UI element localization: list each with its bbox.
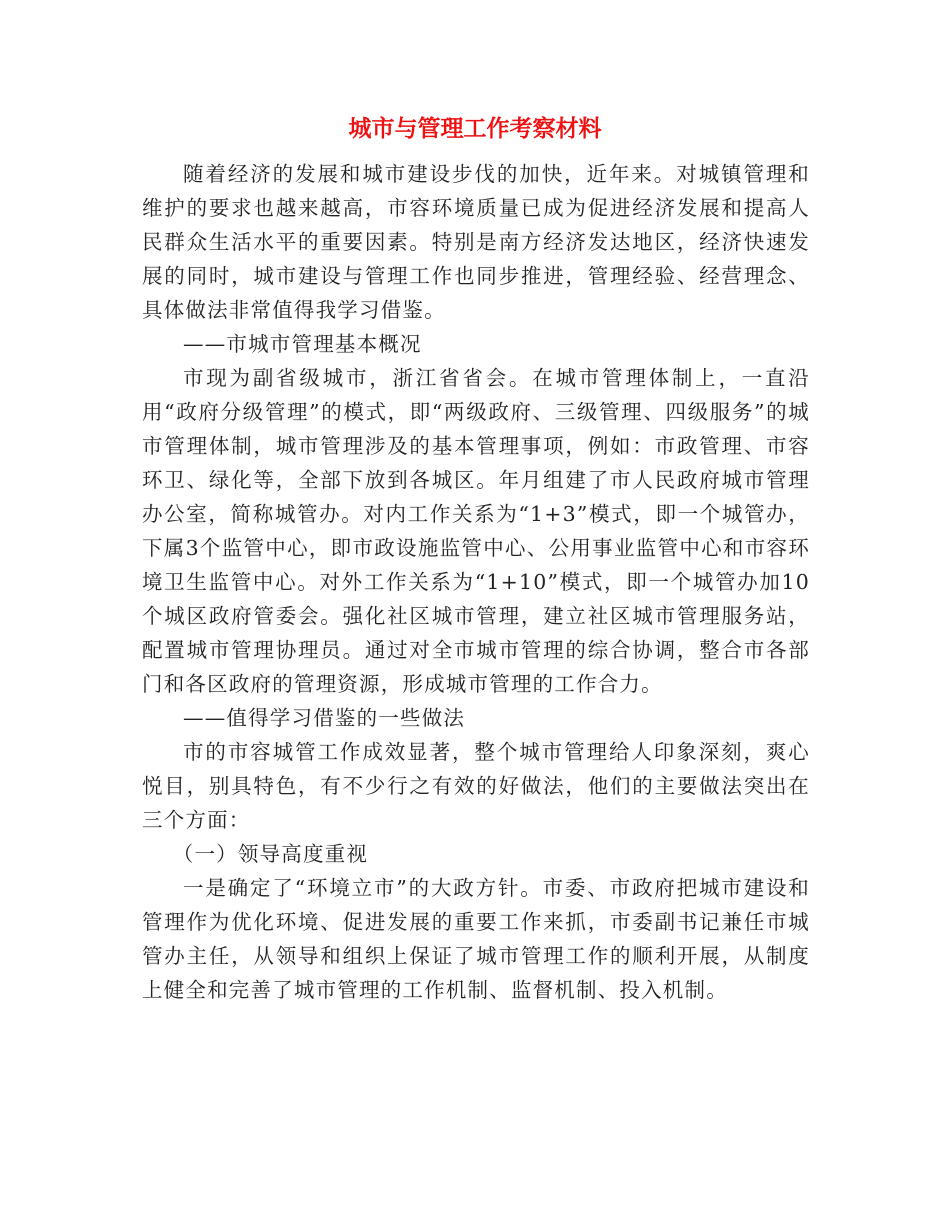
subheading-leadership: （一）领导高度重视 [172,842,369,866]
document-body [142,157,810,1007]
section-heading-practices: ——值得学习借鉴的一些做法 [183,706,466,730]
document-title: 城市与管理工作考察材料 [348,115,602,142]
paragraph-leadership: 一是确定了“环境立市”的大政方针。市委、市政府把城市建设和管理作为优化环境、促进发展的重要工作来抓，市委副书记兼任市城管办主任，从领导和组织上保证了城市管理工作的顺利开展，从制度上健全和完善了城市管理的工作机制、监督机制、投入机制。 [142,876,810,1002]
paragraph-practices: 市的市容城管工作成效显著，整个城市管理给人印象深刻，爽心悦目，别具特色，有不少行之有效的好做法，他们的主要做法突出在三个方面： [142,740,810,832]
paragraph-intro: 随着经济的发展和城市建设步伐的加快，近年来。对城镇管理和维护的要求也越来越高，市容环境质量已成为促进经济发展和提高人民群众生活水平的重要因素。特别是南方经济发达地区，经济快速发展的同时，城市建设与管理工作也同步推进，管理经验、经营理念、具体做法非常值得我学习借鉴。 [142,162,810,322]
paragraph-overview: 市现为副省级城市，浙江省省会。在城市管理体制上，一直沿用“政府分级管理”的模式，即“两级政府、三级管理、四级服务”的城市管理体制，城市管理涉及的基本管理事项，例如：市政管理、市容环卫、绿化等，全部下放到各城区。年月组建了市人民政府城市管理办公室，简称城管办。对内工作关系为“1+3”模式，即一个城管办，下属3个监管中心，即市政设施监管中心、公用事业监管中心和市容环境卫生监管中心。对外工作关系为“1+10”模式，即一个城管办加10个城区政府管委会。强化社区城市管理，建立社区城市管理服务站，配置城市管理协理员。通过对全市城市管理的综合协调，整合市各部门和各区政府的管理资源，形成城市管理的工作合力。 [142,366,810,696]
section-heading-overview: ——市城市管理基本概况 [183,332,422,356]
